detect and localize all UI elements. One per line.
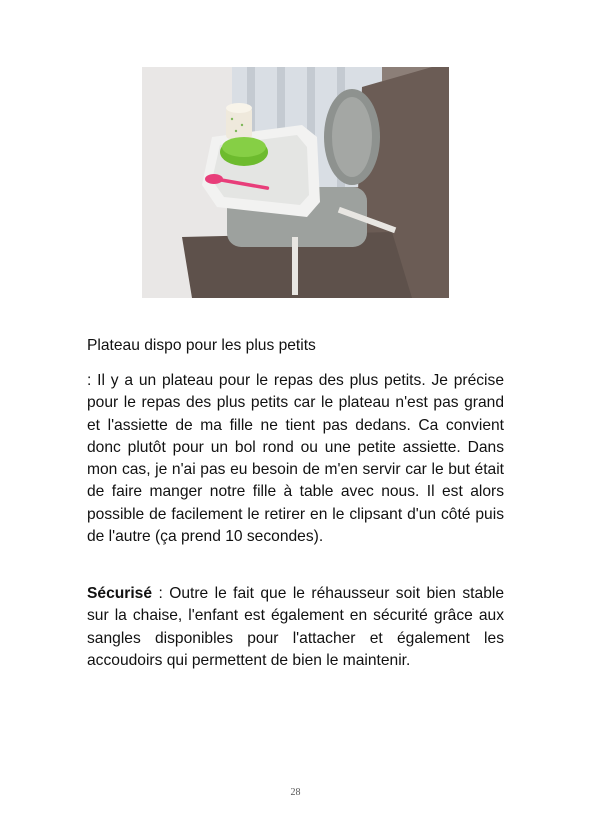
- page-number: 28: [290, 787, 301, 798]
- safety-text: : Outre le fait que le réhausseur soit bien stable sur la chaise, l'enfant est également en sécurité grâce aux sangles disponibles pour l'attacher et également les accoudoirs qui permettent de bien le maintenir.: [87, 585, 504, 669]
- booster-seat-photo: [142, 67, 449, 298]
- booster-seat-photo-illustration: [142, 67, 449, 298]
- safety-lead: Sécurisé: [87, 585, 153, 602]
- safety-paragraph: [87, 583, 504, 672]
- tray-paragraph: : Il y a un plateau pour le repas des plus petits. Je précise pour le repas des plus petits car le plateau n'est pas grand et l'assiette de ma fille ne tient pas dedans. Ca convient donc plutôt pour un bol rond ou une petite assiette. Dans mon cas, je n'ai pas eu besoin de m'en servir car le but était de faire manger notre fille à table avec nous. Il est alors possible de facilement le retirer en le clipsant d'un côté puis de l'autre (ça prend 10 secondes).: [87, 372, 504, 546]
- photo-caption: Plateau dispo pour les plus petits: [87, 337, 316, 354]
